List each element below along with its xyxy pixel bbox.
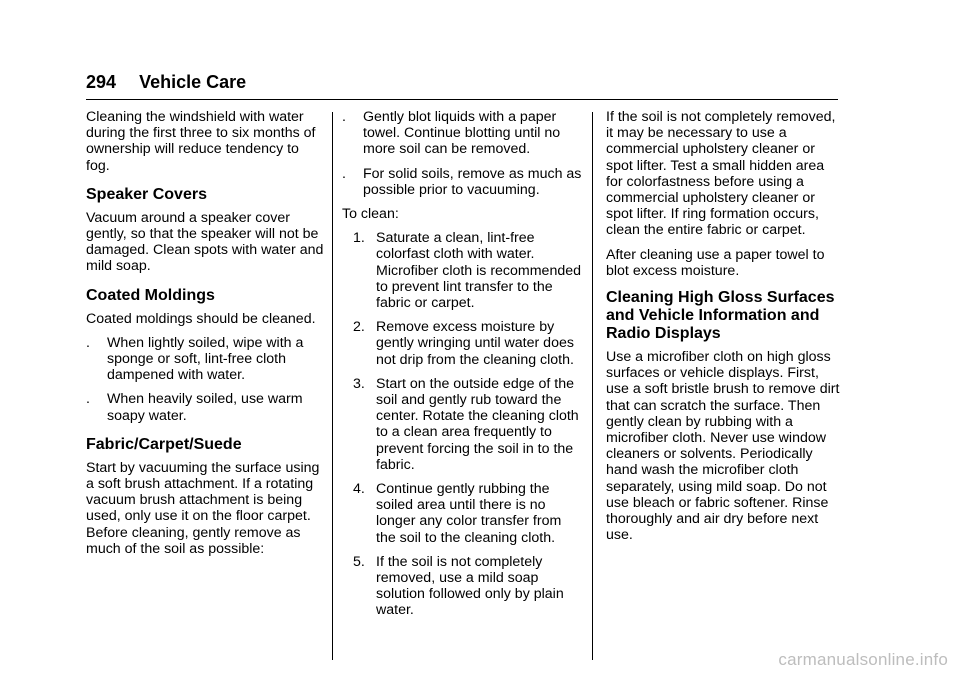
list-item (86, 335, 324, 384)
list-item-text: When lightly soiled, wipe with a sponge or soft, lint-free cloth dampened with water. (107, 334, 304, 384)
page-number: 294 (86, 72, 117, 92)
watermark: carmanualsonline.info (778, 650, 948, 669)
bullet-marker: . (342, 165, 346, 182)
intro-paragraph: Cleaning the windshield with water during the first three to six months of ownership will reduce tendency to fog. (86, 109, 316, 174)
numbered-step (342, 319, 582, 368)
after-cleaning-paragraph: After cleaning use a paper towel to blot excess moisture. (606, 246, 825, 279)
coated-moldings-heading: Coated Moldings (86, 286, 215, 304)
bullet-marker: . (86, 334, 90, 351)
step-number: 4. (353, 481, 365, 498)
step-text: Continue gently rubbing the soiled area until there is no longer any color transfer from the soil to the cleaning cloth. (376, 481, 562, 546)
step-text: Saturate a clean, lint-free colorfast cloth with water. Microfiber cloth is recommended to prevent lint transfer to the fabric or carpet. (376, 230, 582, 312)
step-number: 3. (353, 375, 365, 392)
list-item (342, 109, 582, 158)
step-number: 5. (353, 553, 365, 570)
step-number: 2. (353, 319, 365, 336)
column-middle (342, 109, 582, 627)
numbered-step (342, 554, 582, 619)
header-rule (86, 99, 838, 100)
page-header (86, 72, 246, 93)
high-gloss-heading: Cleaning High Gloss Surfaces and Vehicle Information and Radio Displays (606, 289, 835, 343)
list-item-text: When heavily soiled, use warm soapy water. (107, 391, 303, 424)
soil-paragraph: If the soil is not completely removed, it may be necessary to use a commercial upholstery cleaner or spot lifter. Test a small hidden area for colorfastness before using a commercial upholstery cleaner or spot lifter. If ring formation occurs, clean the entire fabric or carpet. (606, 109, 836, 239)
list-item (86, 391, 324, 423)
fabric-heading: Fabric/Carpet/Suede (86, 435, 242, 453)
list-item-text: For solid soils, remove as much as possible prior to vacuuming. (363, 165, 582, 198)
column-right (606, 109, 842, 551)
fabric-text: Start by vacuuming the surface using a soft brush attachment. If a rotating vacuum brush attachment is being used, only use it on the floor carpet. Before cleaning, gently remove as much of the soil as possible: (86, 459, 320, 557)
column-divider (332, 112, 333, 660)
list-item-text: Gently blot liquids with a paper towel. Continue blotting until no more soil can be removed. (363, 109, 561, 158)
step-text: If the soil is not completely removed, use a mild soap solution followed only by plain water. (376, 553, 564, 619)
speaker-covers-heading: Speaker Covers (86, 185, 207, 203)
high-gloss-text: Use a microfiber cloth on high gloss surfaces or vehicle displays. First, use a soft bristle brush to remove dirt that can scratch the surface. Then gently clean by rubbing with a microfiber cloth. Never use window cleaners or solvents. Periodically hand wash the microfiber cloth separately, using mild soap. Do not use bleach or fabric softener. Rinse thoroughly and air dry before next use. (606, 349, 840, 544)
numbered-step (342, 230, 582, 311)
step-text: Remove excess moisture by gently wringing until water does not drip from the cleaning cloth. (376, 319, 574, 368)
to-clean-label: To clean: (342, 206, 399, 223)
numbered-step (342, 376, 582, 473)
list-item (342, 166, 582, 198)
bullet-marker: . (86, 391, 90, 408)
step-number: 1. (353, 230, 365, 247)
page-title: Vehicle Care (139, 72, 247, 92)
numbered-step (342, 481, 582, 546)
step-text: Start on the outside edge of the soil and gently rub toward the center. Rotate the cleaning cloth to a clean area frequently to prevent forcing the soil in to the fabric. (376, 375, 579, 473)
coated-moldings-text: Coated moldings should be cleaned. (86, 310, 316, 327)
speaker-covers-text: Vacuum around a speaker cover gently, so that the speaker will not be damaged. Clean spots with water and mild soap. (86, 209, 324, 275)
bullet-marker: . (342, 109, 346, 125)
column-left (86, 109, 324, 565)
column-divider (592, 112, 593, 660)
